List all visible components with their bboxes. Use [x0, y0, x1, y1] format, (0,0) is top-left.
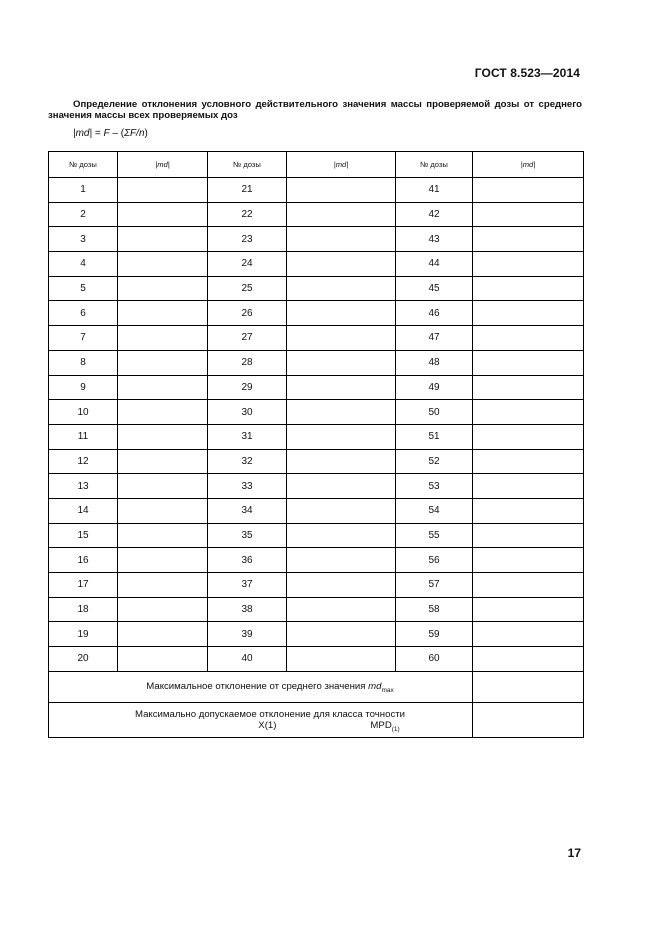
md-value-cell — [118, 523, 208, 548]
dose-number-cell: 57 — [396, 573, 473, 598]
md-value-cell — [118, 573, 208, 598]
summary-row-max-deviation — [49, 671, 584, 702]
formula: |md| = F – (ΣF/n) — [73, 128, 148, 139]
dose-number-cell: 9 — [49, 375, 118, 400]
dose-number-cell: 51 — [396, 424, 473, 449]
md-value-cell — [473, 647, 584, 672]
md-value-cell — [473, 202, 584, 227]
standard-code: ГОСТ 8.523—2014 — [474, 66, 580, 80]
dose-number-cell: 25 — [208, 276, 287, 301]
md-value-cell — [287, 548, 396, 573]
dose-number-cell: 56 — [396, 548, 473, 573]
column-header-md: |md| — [473, 152, 584, 178]
md-value-cell — [287, 252, 396, 277]
md-value-cell — [118, 252, 208, 277]
md-value-cell — [473, 350, 584, 375]
dose-number-cell: 13 — [49, 474, 118, 499]
dose-number-cell: 52 — [396, 449, 473, 474]
md-value-cell — [287, 474, 396, 499]
dose-number-cell: 5 — [49, 276, 118, 301]
table-row — [49, 350, 584, 375]
dose-number-cell: 45 — [396, 276, 473, 301]
column-header-dose-number: № дозы — [208, 152, 287, 178]
md-value-cell — [473, 622, 584, 647]
md-value-cell — [473, 276, 584, 301]
md-value-cell — [118, 597, 208, 622]
md-value-cell — [118, 350, 208, 375]
dose-number-cell: 1 — [49, 178, 118, 203]
dose-number-cell: 12 — [49, 449, 118, 474]
md-value-cell — [118, 375, 208, 400]
md-value-cell — [473, 449, 584, 474]
dose-number-cell: 8 — [49, 350, 118, 375]
table-row — [49, 424, 584, 449]
table-row — [49, 622, 584, 647]
dose-number-cell: 43 — [396, 227, 473, 252]
dose-number-cell: 4 — [49, 252, 118, 277]
dose-number-cell: 55 — [396, 523, 473, 548]
table-row — [49, 227, 584, 252]
md-value-cell — [473, 301, 584, 326]
dose-number-cell: 37 — [208, 573, 287, 598]
dose-number-cell: 30 — [208, 400, 287, 425]
md-value-cell — [473, 523, 584, 548]
md-value-cell — [287, 227, 396, 252]
dose-number-cell: 53 — [396, 474, 473, 499]
column-header-dose-number: № дозы — [49, 152, 118, 178]
dose-number-cell: 22 — [208, 202, 287, 227]
dose-number-cell: 34 — [208, 498, 287, 523]
dose-number-cell: 19 — [49, 622, 118, 647]
dose-number-cell: 7 — [49, 326, 118, 351]
dose-number-cell: 3 — [49, 227, 118, 252]
dose-number-cell: 46 — [396, 301, 473, 326]
section-heading: Определение отклонения условного действительного значения массы проверяемой дозы от среднего значения массы всех проверяемых доз — [48, 99, 582, 121]
table-row — [49, 647, 584, 672]
md-value-cell — [118, 622, 208, 647]
table-row — [49, 301, 584, 326]
md-value-cell — [473, 375, 584, 400]
dose-number-cell: 21 — [208, 178, 287, 203]
dose-number-cell: 36 — [208, 548, 287, 573]
md-value-cell — [473, 178, 584, 203]
md-value-cell — [287, 424, 396, 449]
md-value-cell — [287, 647, 396, 672]
table-row — [49, 252, 584, 277]
dose-number-cell: 32 — [208, 449, 287, 474]
dose-number-cell: 48 — [396, 350, 473, 375]
md-value-cell — [287, 276, 396, 301]
dose-number-cell: 38 — [208, 597, 287, 622]
md-value-cell — [118, 202, 208, 227]
dose-number-cell: 40 — [208, 647, 287, 672]
md-value-cell — [118, 178, 208, 203]
summary-row-allowed-deviation — [49, 702, 584, 737]
md-value-cell — [473, 474, 584, 499]
dose-deviation-table — [48, 151, 584, 738]
md-value-cell — [118, 276, 208, 301]
column-header-md: |md| — [118, 152, 208, 178]
table-row — [49, 573, 584, 598]
md-value-cell — [287, 523, 396, 548]
dose-number-cell: 2 — [49, 202, 118, 227]
md-value-cell — [118, 449, 208, 474]
dose-number-cell: 42 — [396, 202, 473, 227]
allowed-deviation-label: Максимально допускаемое отклонение для класса точности X(1) $MPD_{(1)}$ — [49, 702, 473, 737]
md-value-cell — [287, 622, 396, 647]
md-value-cell — [287, 573, 396, 598]
dose-number-cell: 58 — [396, 597, 473, 622]
table-row — [49, 498, 584, 523]
dose-number-cell: 47 — [396, 326, 473, 351]
md-value-cell — [118, 301, 208, 326]
table-row — [49, 326, 584, 351]
md-value-cell — [118, 227, 208, 252]
dose-number-cell: 54 — [396, 498, 473, 523]
dose-number-cell: 17 — [49, 573, 118, 598]
table-row — [49, 523, 584, 548]
dose-number-cell: 44 — [396, 252, 473, 277]
md-value-cell — [118, 424, 208, 449]
dose-number-cell: 28 — [208, 350, 287, 375]
md-value-cell — [473, 400, 584, 425]
dose-number-cell: 59 — [396, 622, 473, 647]
dose-number-cell: 23 — [208, 227, 287, 252]
max-deviation-value-cell — [473, 671, 584, 702]
dose-number-cell: 11 — [49, 424, 118, 449]
md-value-cell — [287, 597, 396, 622]
md-value-cell — [287, 375, 396, 400]
dose-number-cell: 14 — [49, 498, 118, 523]
md-value-cell — [473, 498, 584, 523]
md-value-cell — [473, 573, 584, 598]
dose-number-cell: 31 — [208, 424, 287, 449]
dose-number-cell: 29 — [208, 375, 287, 400]
table-row — [49, 375, 584, 400]
table-row — [49, 400, 584, 425]
md-value-cell — [118, 474, 208, 499]
dose-number-cell: 60 — [396, 647, 473, 672]
md-value-cell — [287, 326, 396, 351]
dose-number-cell: 18 — [49, 597, 118, 622]
md-value-cell — [118, 326, 208, 351]
md-value-cell — [473, 548, 584, 573]
table-row — [49, 202, 584, 227]
dose-number-cell: 27 — [208, 326, 287, 351]
md-value-cell — [287, 350, 396, 375]
table-header-row — [49, 152, 584, 178]
page-number: 17 — [567, 846, 581, 860]
md-value-cell — [287, 400, 396, 425]
dose-number-cell: 15 — [49, 523, 118, 548]
table-row — [49, 276, 584, 301]
md-value-cell — [118, 548, 208, 573]
column-header-dose-number: № дозы — [396, 152, 473, 178]
dose-number-cell: 24 — [208, 252, 287, 277]
table-row — [49, 548, 584, 573]
dose-number-cell: 6 — [49, 301, 118, 326]
table-row — [49, 597, 584, 622]
md-value-cell — [473, 424, 584, 449]
md-value-cell — [473, 227, 584, 252]
dose-number-cell: 20 — [49, 647, 118, 672]
md-value-cell — [287, 498, 396, 523]
table-row — [49, 474, 584, 499]
dose-number-cell: 35 — [208, 523, 287, 548]
dose-number-cell: 26 — [208, 301, 287, 326]
dose-number-cell: 16 — [49, 548, 118, 573]
md-value-cell — [118, 400, 208, 425]
md-value-cell — [118, 647, 208, 672]
column-header-md: |md| — [287, 152, 396, 178]
md-value-cell — [287, 202, 396, 227]
allowed-deviation-value-cell — [473, 702, 584, 737]
table-row — [49, 449, 584, 474]
dose-number-cell: 50 — [396, 400, 473, 425]
table-row — [49, 178, 584, 203]
dose-number-cell: 10 — [49, 400, 118, 425]
dose-number-cell: 39 — [208, 622, 287, 647]
dose-number-cell: 41 — [396, 178, 473, 203]
max-deviation-label: Максимальное отклонение от среднего значения $md_{max}$ — [49, 671, 473, 702]
md-value-cell — [473, 597, 584, 622]
md-value-cell — [473, 326, 584, 351]
md-value-cell — [287, 301, 396, 326]
dose-number-cell: 49 — [396, 375, 473, 400]
md-value-cell — [287, 449, 396, 474]
md-value-cell — [287, 178, 396, 203]
md-value-cell — [473, 252, 584, 277]
md-value-cell — [118, 498, 208, 523]
dose-number-cell: 33 — [208, 474, 287, 499]
